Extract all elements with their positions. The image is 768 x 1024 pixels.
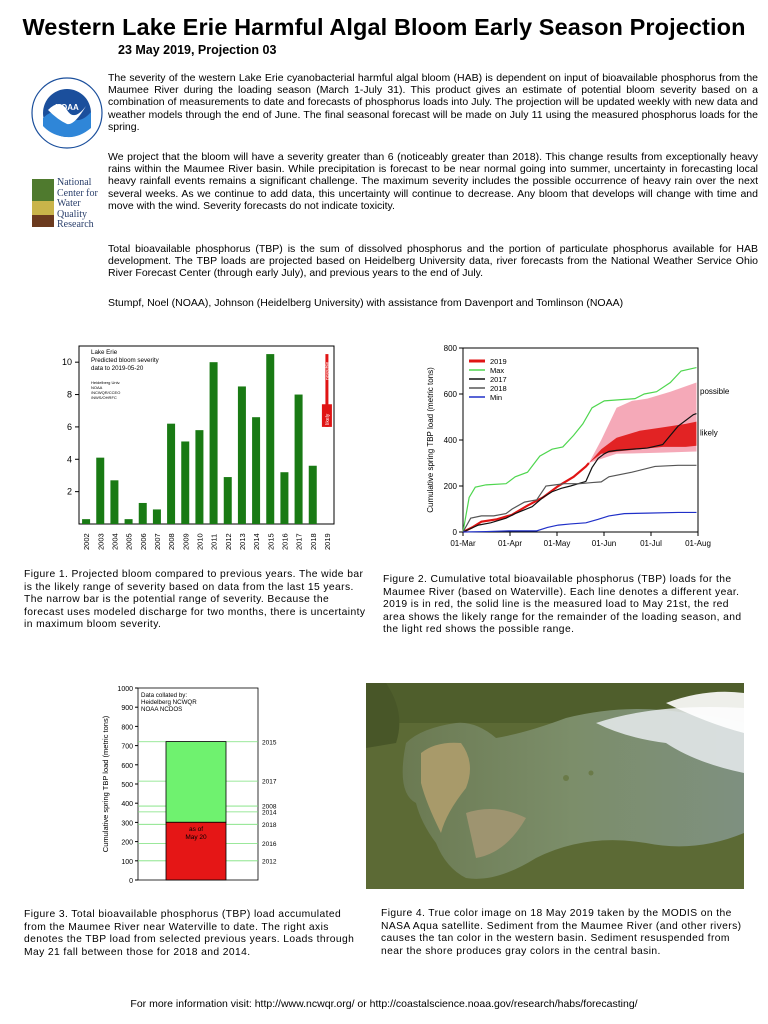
reference-year-label-2016: 2016: [262, 841, 277, 849]
annotation-line: /NWS/OHRFC: [91, 395, 117, 400]
x-tick-label: 2014: [252, 533, 262, 550]
x-tick-label: 2016: [280, 533, 290, 550]
y-tick-label: 0: [452, 528, 457, 537]
footer-links: For more information visit: http://www.ncwqr.org/ or http://coastalscience.noaa.gov/research/habs/forecasting/: [130, 998, 638, 1010]
y-tick-label: 10: [61, 357, 72, 368]
annotation-line: NOAA: [91, 385, 103, 390]
paragraph-tbp: Total bioavailable phosphorus (TBP) is the sum of dissolved phosphorus and the portion of particulate phosphorus available for HAB development. The TBP loads are projected based on Heidelberg University data, river forecasts from the National Weather Service Ohio River Forecast Center (through early July), and previous years to the end of July.: [108, 243, 758, 280]
y-tick-label: 4: [66, 454, 72, 465]
x-tick-label: 2009: [181, 533, 191, 550]
paragraph-intro: The severity of the western Lake Erie cyanobacterial harmful algal bloom (HAB) is dependent on input of bioavailable phosphorus from the Maumee River during the loading season (March 1-July 31). This product gives an estimate of potential bloom severity based on a combination of measurements to date and forecasts of phosphorus loads into July. The projection will be updated weekly with new data and weather models through the end of June. The final seasonal forecast will be made on July 11 using the measured phosphorus loads for the spring.: [108, 72, 758, 133]
y-tick-label: 900: [121, 705, 133, 713]
bar-2007: [153, 509, 161, 524]
y-tick-label: 600: [121, 762, 133, 770]
reference-year-label-2017: 2017: [262, 778, 277, 786]
legend-label: 2019: [490, 357, 507, 366]
bar-measured-note-line2: May 20: [185, 834, 207, 842]
ncwqr-logo: [32, 179, 100, 231]
y-tick-label: 1000: [117, 686, 133, 693]
annotation-possible: possible: [700, 387, 730, 396]
y-tick-label: 800: [121, 724, 133, 732]
noaa-logo: [30, 76, 104, 150]
y-tick-label: 400: [443, 436, 457, 445]
legend-label: 2018: [490, 384, 507, 393]
x-tick-label: 2007: [152, 533, 162, 550]
x-tick-label: 2015: [266, 533, 276, 550]
bar-2008: [167, 424, 175, 524]
ncwqr-logo-text: National Center for Water Quality Research: [57, 177, 98, 230]
reference-year-label-2018: 2018: [262, 821, 277, 829]
bar-2004: [110, 480, 118, 524]
y-tick-label: 100: [121, 858, 133, 866]
y-tick-label: 600: [443, 390, 457, 399]
x-tick-label: 2019: [322, 533, 332, 550]
noaa-logo-text: NOAA: [55, 103, 79, 112]
bar-2017: [295, 395, 303, 524]
figure-4-caption: Figure 4. True color image on 18 May 2019 taken by the MODIS on the NASA Aqua satellite. Sediment from the Maumee River (and other rivers) causes the tan color in the western basin. Sediment resuspended from near the shore produces gray colors in the central basin.: [381, 908, 742, 957]
chart-title-line3: data to 2019-05-20: [91, 365, 144, 372]
annotation-line: Heidelberg Univ.: [91, 380, 121, 385]
x-tick-label: 2012: [223, 533, 233, 550]
figure-1-bloom-severity-chart: [50, 338, 350, 564]
data-source-note: NOAA NCDOS: [141, 706, 183, 713]
x-tick-label: 2008: [167, 533, 177, 550]
bar-2010: [195, 430, 203, 524]
legend-label: Max: [490, 366, 505, 375]
bar-2006: [139, 503, 147, 524]
figure-1-caption: Figure 1. Projected bloom compared to previous years. The wide bar is the likely range of severity based on data from the last 15 years. The narrow bar is the potential range of severity. Because the forecast uses modeled discharge for two months, there is uncertainty in maximum bloom severity.: [24, 569, 366, 631]
bar-2003: [96, 458, 104, 524]
y-tick-label: 0: [129, 878, 133, 885]
bar-2018: [309, 466, 317, 524]
x-tick-label: 2004: [110, 533, 120, 550]
figure-3-caption: Figure 3. Total bioavailable phosphorus (TBP) load accumulated from the Maumee River near Waterville to date. The right axis denotes the TBP load from selected previous years. Loads through May 21 fall between those for 2018 and 2014.: [24, 909, 355, 958]
x-tick-label: 01-Apr: [497, 539, 523, 548]
y-tick-label: 6: [66, 421, 72, 432]
bar-measured-note-line1: as of: [188, 826, 204, 834]
y-tick-label: 8: [66, 389, 72, 400]
x-tick-label: 01-Aug: [685, 539, 711, 548]
x-tick-label: 2011: [209, 533, 219, 550]
bar-2005: [125, 519, 133, 524]
annotation-line: /NCWQR/CCEO: [91, 390, 121, 395]
y-tick-label: 300: [121, 820, 133, 828]
y-tick-label: 700: [121, 743, 133, 751]
y-tick-label: 2: [66, 486, 72, 497]
legend-label: Min: [490, 393, 503, 402]
x-tick-label: 2010: [195, 533, 205, 550]
x-tick-label: 01-Jul: [640, 539, 662, 548]
figure-2-caption: Figure 2. Cumulative total bioavailable phosphorus (TBP) loads for the Maumee River (based on Waterville). Each line denotes a different year. 2019 is in red, the solid line is the measured load to May 21st, the red area shows the likely range for the remainder of the loading season, and the light red shows the possible range.: [383, 574, 742, 636]
y-tick-label: 200: [443, 482, 457, 491]
x-tick-label: 2005: [124, 533, 134, 550]
reference-year-label-2012: 2012: [262, 858, 277, 866]
bar-2014: [252, 417, 260, 524]
y-axis-label: Cumulative spring TBP load (metric tons): [101, 715, 110, 853]
projection-date: 23 May 2019, Projection 03: [118, 43, 277, 57]
bar-2011: [210, 362, 218, 524]
bar-2013: [238, 386, 246, 524]
x-tick-label: 2003: [96, 533, 106, 550]
bar-2009: [181, 441, 189, 524]
x-tick-label: 01-Mar: [450, 539, 476, 548]
figure-2-tbp-load-chart: [413, 341, 730, 553]
legend-label: 2017: [490, 375, 507, 384]
bar-2002: [82, 519, 90, 524]
data-source-note: Data collated by:: [141, 692, 188, 699]
x-tick-label: 2013: [237, 533, 247, 550]
reference-year-label-2008: 2008: [262, 803, 277, 811]
x-tick-label: 2017: [294, 533, 304, 550]
y-tick-label: 400: [121, 801, 133, 809]
reference-year-label-2014: 2014: [262, 809, 277, 817]
chart-title-line1: Lake Erie: [91, 349, 118, 356]
x-tick-label: 2002: [82, 533, 92, 550]
bar-2015: [266, 354, 274, 524]
y-tick-label: 200: [121, 839, 133, 847]
bar-2012: [224, 477, 232, 524]
x-tick-label: 01-Jun: [591, 539, 617, 548]
y-axis-label: Cumulative spring TBP load (metric tons): [426, 367, 435, 513]
bar-projected: [166, 742, 226, 823]
paragraph-authors: Stumpf, Noel (NOAA), Johnson (Heidelberg University) with assistance from Davenport and Tomlinson (NOAA): [108, 297, 624, 309]
y-tick-label: 800: [443, 344, 457, 353]
possible-label: possible: [324, 361, 331, 381]
y-tick-label: 500: [121, 782, 133, 789]
x-tick-label: 2018: [308, 533, 318, 550]
likely-label: likely: [324, 413, 331, 425]
bar-2016: [280, 472, 288, 524]
figure-4-satellite-image: [366, 683, 744, 889]
reference-year-label-2015: 2015: [262, 739, 277, 747]
x-tick-label: 01-May: [543, 539, 571, 548]
figure-3-tbp-accumulated-chart: [88, 683, 318, 888]
paragraph-projection: We project that the bloom will have a severity greater than 6 (noticeably greater than 2018). This change results from exceptionally heavy rains within the Maumee River basin. While precipitation is forecast to be near normal going into summer, uncertainty in forecasting local heavy rainfall events remains a significant challenge. The maximum severity includes the possible occurrence of heavy rain over the next several weeks. As we continue to add data, this uncertainty will continue to decrease. Any bloom that develops will change with time and move with the wind. Severity forecasts do not indicate toxicity.: [108, 151, 758, 212]
page-title: Western Lake Erie Harmful Algal Bloom Early Season Projection: [22, 14, 746, 40]
chart-title-line2: Predicted bloom severity: [91, 357, 159, 364]
data-source-note: Heidelberg NCWQR: [141, 699, 197, 706]
x-tick-label: 2006: [138, 533, 148, 550]
annotation-likely: likely: [700, 428, 718, 438]
